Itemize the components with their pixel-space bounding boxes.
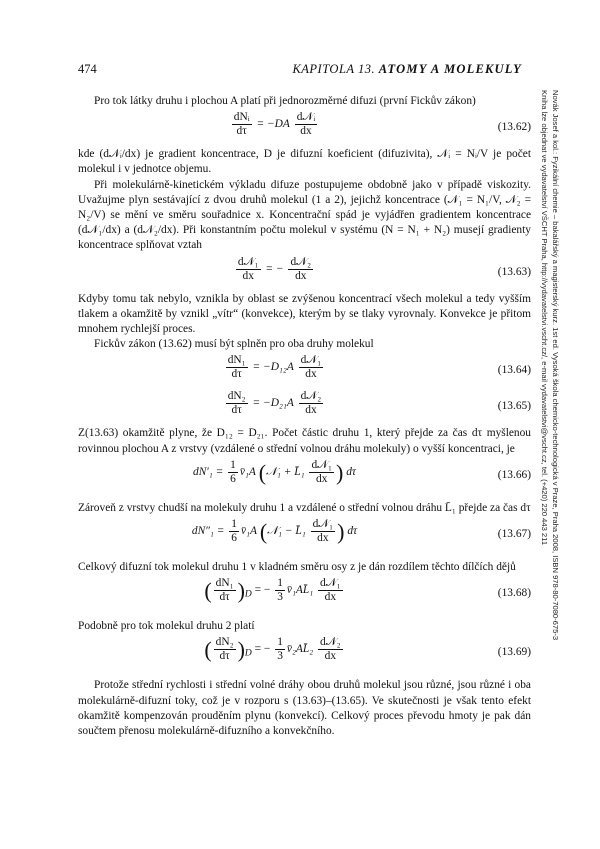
eq65-rhs-num: d𝒩₂ (300, 390, 322, 403)
equation-13-62 (78, 111, 531, 145)
eq67-tail: dτ (347, 525, 358, 538)
eq63-rhs-num: d𝒩₂ (290, 255, 312, 268)
eq67-in-den: dx (317, 532, 329, 545)
paragraph-7: Zároveň z vrstvy chudší na molekuly druhu 1 a vzdálené o střední volnou dráhu L̄₁ přejde za čas dτ (78, 501, 531, 514)
eq69-rhs-num: d𝒩₂ (320, 636, 341, 649)
eq68-rhs-num: d𝒩₁ (320, 577, 341, 590)
citation-line-2: Kniha lze objednat ve vydavatelství VŠCHT Praha, http://vydavatelstvi.vscht.cz/, e-mail vydavatelstvi@vscht.cz, tel. (+420) 220 443 211 (540, 90, 550, 546)
eq66-mid: v̄₁A (239, 465, 256, 478)
eq63-mid: = − (265, 262, 284, 275)
eq62-lhs-den: dτ (236, 125, 247, 138)
eq68-coef-den: 3 (277, 591, 283, 604)
paragraph-6: Z(13.63) okamžitě plyne, že D₁₂ = D₂₁. Počet částic druhu 1, který přejde za čas dτ myšlenou rovinnou plochou A z vrstvy (vzdálené o střední volnou dráhu molekuly) o vyšší koncentraci, je (78, 427, 531, 455)
eq68-lhs-den: dτ (219, 591, 230, 604)
paragraph-8: Celkový difuzní tok molekul druhu 1 v kladném směru osy z je dán rozdílem těchto dílčích dějů (78, 561, 516, 574)
paragraph-10: Protože střední rychlosti i střední volné dráhy obou druhů molekul jsou různé, jsou různé i oba molekulárně-difuzní toky, což je v rozporu s (13.63)–(13.65). Ve skutečnosti je však tento efekt okamžitě kompenzován prouděním plynu (konvekcí). Celkový proces převodu hmoty je pak dán součtem přenosu molekulárně-difuzního a konvekčního. (78, 679, 531, 738)
eq67-in-num: d𝒩₁ (312, 518, 334, 531)
eq68-label: (13.68) (497, 587, 531, 600)
eq63-lhs-num: d𝒩₁ (237, 255, 259, 268)
eq62-lhs-num: dNᵢ (233, 111, 250, 124)
citation-line-1: Novák Josef a kol.: Fyzikální chemie – bakalářský a magisterský kurz. 1st ed. Vysoká škola chemicko-technologická v Praze, Praha 2008, ISBN 978-80-7080-675-3 (551, 90, 560, 641)
page-body (78, 94, 531, 739)
eq68-mid: = − (254, 584, 271, 597)
paragraph-1: Pro tok látky druhu i plochou A platí při jednorozměrné difuzi (první Fickův zákon) (94, 95, 476, 107)
page-number: 474 (78, 62, 97, 76)
eq64-mid: = −D₁₂A (252, 361, 294, 374)
paragraph-2: kde (d𝒩ᵢ/dx) je gradient koncentrace, D je difuzní koeficient (difuzivita), 𝒩ᵢ = Nᵢ/V je počet molekul i v jednotce objemu. (78, 148, 531, 176)
eq66-label: (13.66) (497, 468, 531, 481)
eq65-mid: = −D₂₁A (252, 397, 294, 410)
eq66-tail: dτ (346, 465, 356, 478)
eq67-coef-num: 1 (231, 518, 237, 531)
eq65-lhs-den: dτ (231, 404, 242, 417)
paragraph-5: Fickův zákon (13.62) musí být splněn pro oba druhy molekul (94, 338, 374, 351)
eq69-rhs-den: dx (324, 650, 337, 663)
equation-13-66: dN′₁ = $\frac{1}{6}$ v̄₁A (𝒩₁ + L̄₁ $\frac{\text{d𝒩₁}}{dx}$ ) dτ (13.66) (193, 458, 531, 485)
eq68-sub: D (244, 589, 252, 600)
eq63-label: (13.63) (497, 265, 531, 278)
eq67-lhs: dN″₁ = (191, 525, 225, 538)
eq65-lhs-num: dN₂ (227, 390, 246, 403)
chapter-label: KAPITOLA 13. (292, 62, 376, 76)
eq69-coef-num: 1 (277, 636, 283, 649)
eq67-label: (13.67) (497, 528, 531, 541)
eq68-rest: v̄₁AL̄₁ (286, 584, 314, 597)
eq62-rhs-num: d𝒩ᵢ (296, 111, 316, 124)
eq66-inner: 𝒩₁ + L̄₁ (266, 465, 305, 478)
eq69-coef-den: 3 (277, 650, 283, 663)
eq66-in-num: d𝒩₁ (311, 458, 333, 471)
equation-13-67: dN″₁ = $\frac{1}{6}$ v̄₁A (𝒩₁ − L̄₁ $\frac{\text{d𝒩₁}}{dx}$ ) dτ (13.67) (191, 518, 531, 545)
eq69-lhs-den: dτ (219, 650, 230, 663)
paragraph-4: Kdyby tomu tak nebylo, vznikla by oblast se zvýšenou koncentrací všech molekul a tedy vyšším tlakem a okamžitě by vznikl „vítr“ (konvekce), kterým by se tlaky vyrovnaly. Konvekce je přitom mnohem rychlejší proces. (78, 292, 531, 336)
eq69-label: (13.69) (497, 646, 531, 659)
eq68-lhs-num: dN₁ (215, 577, 234, 590)
equation-13-63 (78, 256, 531, 290)
eq62-rhs-den: dx (300, 125, 312, 138)
eq64-lhs-num: dN₁ (227, 354, 246, 367)
eq62-label: (13.62) (497, 121, 531, 134)
running-header (292, 62, 522, 77)
eq67-mid: v̄₁A (240, 525, 257, 538)
eq66-coef-den: 6 (230, 472, 236, 485)
eq66-coef-num: 1 (230, 458, 236, 471)
eq64-lhs-den: dτ (231, 368, 242, 381)
eq69-sub: D (244, 648, 252, 659)
equation-13-68: ( $\frac{\text{dN₁}}{d\tau}$ )$_D$ = − $\frac{1}{3}$ v̄₁AL̄₁ $\frac{\text{d𝒩₁}}{dx}$ (13.68) (204, 577, 531, 604)
eq67-coef-den: 6 (231, 532, 237, 545)
eq65-rhs-den: dx (305, 404, 317, 417)
eq62-mid: = −DA (256, 118, 290, 131)
eq65-label: (13.65) (497, 400, 531, 413)
eq66-lhs: dN′₁ = (193, 465, 224, 478)
eq69-rest: v̄₂AL̄₂ (286, 643, 314, 656)
eq64-label: (13.64) (497, 364, 531, 377)
eq66-in-den: dx (316, 472, 328, 485)
paragraph-3: Při molekulárně-kinetickém výkladu difuze postupujeme obdobně jako v případě viskozity. Uvažujme plyn sestávající z dvou druhů molekul (1 a 2), jejichž koncentrace (𝒩₁ = N₁/V, 𝒩₂ = N₂/V) se mění ve směru souřadnice x. Koncentrační spád je vyjádřen gradientem koncentrace (d𝒩₁/dx) a (d𝒩₂/dx). Při konstantním počtu molekul v systému (N = N₁ + N₂) musejí gradienty koncentrace splňovat vztah (78, 178, 531, 252)
eq68-rhs-den: dx (324, 591, 337, 604)
eq63-lhs-den: dx (242, 269, 254, 282)
equation-13-69: ( $\frac{\text{dN₂}}{d\tau}$ )$_D$ = − $\frac{1}{3}$ v̄₂AL̄₂ $\frac{\text{d𝒩₂}}{dx}$ (13.69) (204, 636, 531, 663)
eq67-inner: 𝒩₁ − L̄₁ (267, 525, 306, 538)
equation-13-65 (78, 390, 531, 424)
eq64-rhs-num: d𝒩₁ (300, 354, 322, 367)
eq69-lhs-num: dN₂ (215, 636, 234, 649)
chapter-title: ATOMY A MOLEKULY (378, 62, 522, 76)
eq68-coef-num: 1 (277, 577, 283, 590)
eq63-rhs-den: dx (295, 269, 307, 282)
paragraph-9: Podobně pro tok molekul druhu 2 platí (78, 620, 255, 633)
equation-13-64 (78, 354, 531, 388)
eq69-mid: = − (254, 643, 271, 656)
eq64-rhs-den: dx (305, 368, 317, 381)
